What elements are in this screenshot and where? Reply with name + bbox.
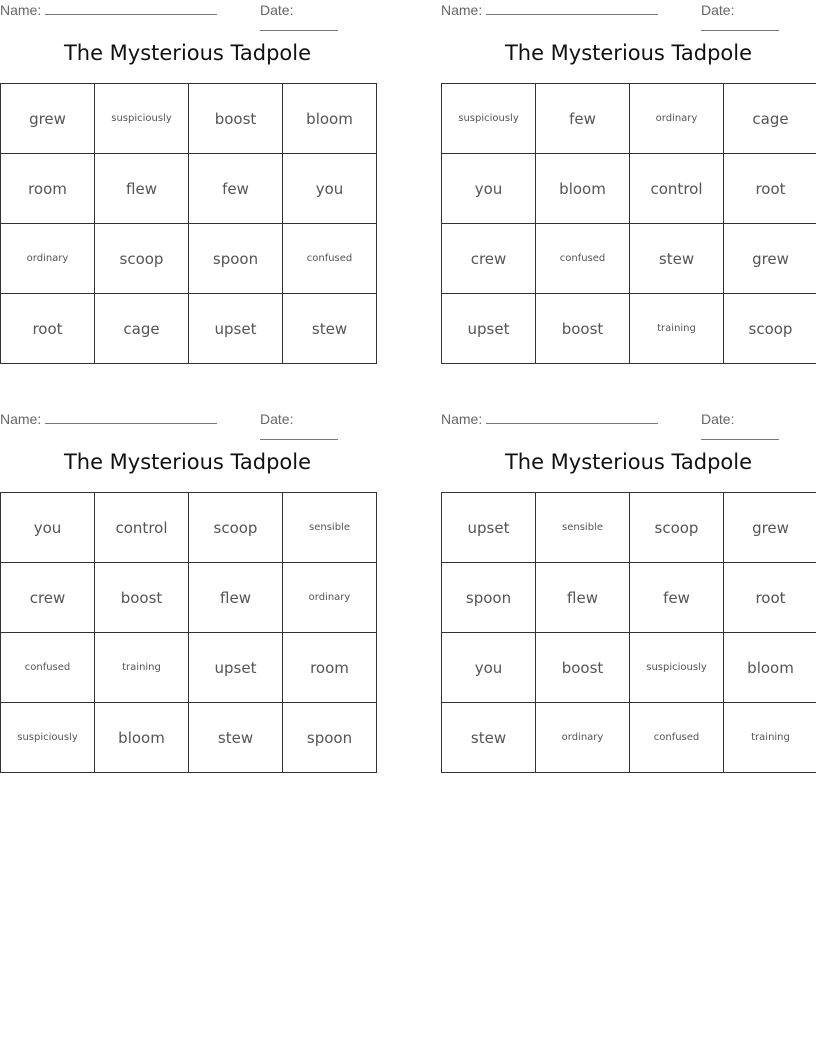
- bingo-cell: few: [630, 563, 724, 633]
- date-field: [260, 411, 375, 443]
- bingo-cell: suspiciously: [95, 84, 189, 154]
- bingo-cell: control: [630, 154, 724, 224]
- bingo-cell: spoon: [189, 224, 283, 294]
- bingo-cell: you: [1, 493, 95, 563]
- bingo-cell: suspiciously: [630, 633, 724, 703]
- bingo-cell: scoop: [95, 224, 189, 294]
- bingo-cell: cage: [95, 294, 189, 364]
- bingo-cell: crew: [1, 563, 95, 633]
- name-blank-line: [486, 411, 658, 424]
- bingo-cell: grew: [724, 224, 816, 294]
- date-field: [701, 2, 816, 34]
- bingo-row: [1, 84, 377, 154]
- bingo-card: [441, 409, 816, 789]
- date-field: [260, 2, 375, 34]
- name-label: Name:: [441, 2, 483, 18]
- bingo-cell: sensible: [536, 493, 630, 563]
- bingo-row: [442, 493, 816, 563]
- bingo-cell: ordinary: [283, 563, 377, 633]
- name-date-row: [441, 0, 816, 20]
- bingo-cell: upset: [189, 633, 283, 703]
- bingo-cell: flew: [536, 563, 630, 633]
- bingo-cell: suspiciously: [1, 703, 95, 773]
- bingo-cell: bloom: [724, 633, 816, 703]
- bingo-cell: boost: [536, 633, 630, 703]
- bingo-cell: you: [283, 154, 377, 224]
- bingo-cell: stew: [442, 703, 536, 773]
- bingo-cell: grew: [1, 84, 95, 154]
- bingo-cell: room: [1, 154, 95, 224]
- name-label: Name:: [441, 411, 483, 427]
- name-date-row: [0, 0, 375, 20]
- name-blank-line: [486, 2, 658, 15]
- bingo-row: [442, 224, 816, 294]
- name-field: [441, 411, 658, 427]
- bingo-cell: boost: [189, 84, 283, 154]
- bingo-row: [1, 154, 377, 224]
- card-title: The Mysterious Tadpole: [63, 41, 312, 65]
- bingo-cell: flew: [189, 563, 283, 633]
- bingo-cell: root: [724, 563, 816, 633]
- date-field: [701, 411, 816, 443]
- bingo-cell: training: [724, 703, 816, 773]
- bingo-row: [442, 154, 816, 224]
- bingo-row: [1, 703, 377, 773]
- bingo-cell: bloom: [283, 84, 377, 154]
- bingo-cell: sensible: [283, 493, 377, 563]
- bingo-cell: bloom: [536, 154, 630, 224]
- bingo-cell: boost: [95, 563, 189, 633]
- name-label: Name:: [0, 411, 42, 427]
- bingo-row: [1, 224, 377, 294]
- name-field: [0, 411, 217, 427]
- bingo-row: [1, 294, 377, 364]
- name-date-row: [441, 409, 816, 429]
- bingo-row: [442, 633, 816, 703]
- bingo-grid: [441, 492, 816, 773]
- bingo-cell: few: [536, 84, 630, 154]
- bingo-row: [442, 294, 816, 364]
- bingo-cell: root: [1, 294, 95, 364]
- bingo-cell: ordinary: [536, 703, 630, 773]
- bingo-cell: scoop: [189, 493, 283, 563]
- bingo-cell: grew: [724, 493, 816, 563]
- bingo-grid: [441, 83, 816, 364]
- bingo-cell: few: [189, 154, 283, 224]
- bingo-row: [442, 703, 816, 773]
- bingo-cell: confused: [630, 703, 724, 773]
- name-label: Name:: [0, 2, 42, 18]
- bingo-cell: scoop: [630, 493, 724, 563]
- date-label: Date:: [260, 411, 294, 427]
- bingo-cell: flew: [95, 154, 189, 224]
- bingo-cell: stew: [630, 224, 724, 294]
- name-field: [441, 2, 658, 18]
- bingo-cell: stew: [283, 294, 377, 364]
- bingo-row: [1, 493, 377, 563]
- bingo-cell: control: [95, 493, 189, 563]
- name-date-row: [0, 409, 375, 429]
- bingo-cell: confused: [283, 224, 377, 294]
- card-title: The Mysterious Tadpole: [504, 41, 753, 65]
- bingo-cell: suspiciously: [442, 84, 536, 154]
- name-blank-line: [45, 411, 217, 424]
- date-label: Date:: [701, 2, 735, 18]
- bingo-cell: training: [95, 633, 189, 703]
- bingo-cell: scoop: [724, 294, 816, 364]
- bingo-cell: bloom: [95, 703, 189, 773]
- bingo-row: [1, 633, 377, 703]
- bingo-cell: ordinary: [1, 224, 95, 294]
- bingo-grid: [0, 83, 377, 364]
- bingo-card: [0, 0, 375, 380]
- name-field: [0, 2, 217, 18]
- card-title: The Mysterious Tadpole: [504, 450, 753, 474]
- date-blank-line: [701, 18, 779, 31]
- card-title: The Mysterious Tadpole: [63, 450, 312, 474]
- date-blank-line: [701, 427, 779, 440]
- bingo-cell: spoon: [442, 563, 536, 633]
- bingo-row: [1, 563, 377, 633]
- bingo-cell: upset: [442, 493, 536, 563]
- bingo-cell: root: [724, 154, 816, 224]
- bingo-card: [441, 0, 816, 380]
- bingo-row: [442, 563, 816, 633]
- date-blank-line: [260, 18, 338, 31]
- bingo-grid: [0, 492, 377, 773]
- bingo-cell: confused: [1, 633, 95, 703]
- bingo-cell: confused: [536, 224, 630, 294]
- date-label: Date:: [701, 411, 735, 427]
- bingo-cell: spoon: [283, 703, 377, 773]
- bingo-cell: cage: [724, 84, 816, 154]
- bingo-card: [0, 409, 375, 789]
- bingo-cell: training: [630, 294, 724, 364]
- bingo-cell: boost: [536, 294, 630, 364]
- bingo-cell: upset: [189, 294, 283, 364]
- name-blank-line: [45, 2, 217, 15]
- bingo-cell: you: [442, 154, 536, 224]
- date-blank-line: [260, 427, 338, 440]
- date-label: Date:: [260, 2, 294, 18]
- bingo-cell: crew: [442, 224, 536, 294]
- bingo-cell: you: [442, 633, 536, 703]
- bingo-row: [442, 84, 816, 154]
- bingo-cell: upset: [442, 294, 536, 364]
- bingo-cell: stew: [189, 703, 283, 773]
- bingo-cell: room: [283, 633, 377, 703]
- bingo-cell: ordinary: [630, 84, 724, 154]
